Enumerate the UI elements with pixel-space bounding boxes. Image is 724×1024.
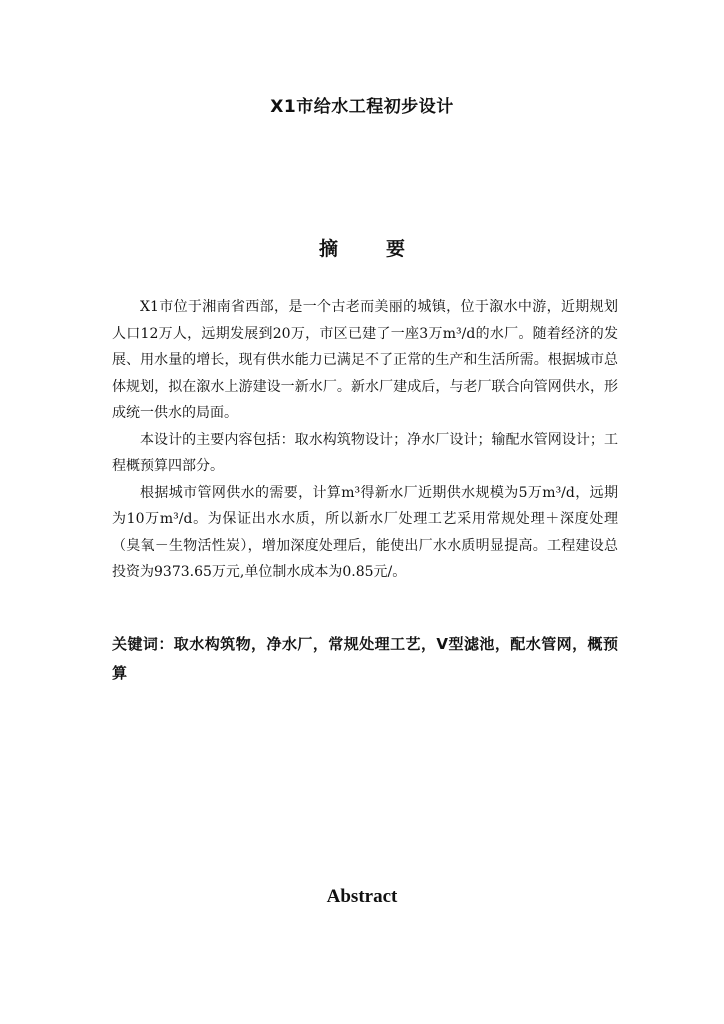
keywords-line: 关键词：取水构筑物，净水厂，常规处理工艺，V型滤池，配水管网，概预算 xyxy=(112,635,618,682)
abstract-heading-right-char: 要 xyxy=(386,238,406,260)
abstract-paragraph-1: X1市位于湘南省西部，是一个古老而美丽的城镇，位于溆水中游，近期规划人口12万人，远期发展到20万，市区已建了一座3万m³/d的水厂。随着经济的发展、用水量的增长，现有供水能力已满足不了正常的生产和生活所需。根据城市总体规划，拟在溆水上游建设一新水厂。新水厂建成后，与老厂联合向管网供水，形成统一供水的局面。 xyxy=(112,299,618,421)
abstract-body xyxy=(112,294,618,586)
abstract-heading xyxy=(0,234,724,261)
abstract-heading-left-char: 摘 xyxy=(318,238,338,260)
abstract-paragraph-2: 本设计的主要内容包括：取水构筑物设计；净水厂设计；输配水管网设计；工程概预算四部分。 xyxy=(112,431,618,474)
english-abstract-heading: Abstract xyxy=(326,886,398,907)
abstract-paragraph-3: 根据城市管网供水的需要，计算m³得新水厂近期供水规模为5万m³/d，远期为10万m³/d。为保证出水水质，所以新水厂处理工艺采用常规处理＋深度处理（臭氧－生物活性炭），增加深度处理后，能使出厂水水质明显提高。工程建设总投资为9373.65万元,单位制水成本为0.85元/。 xyxy=(112,484,618,580)
document-title: X1市给水工程初步设计 xyxy=(270,97,454,117)
